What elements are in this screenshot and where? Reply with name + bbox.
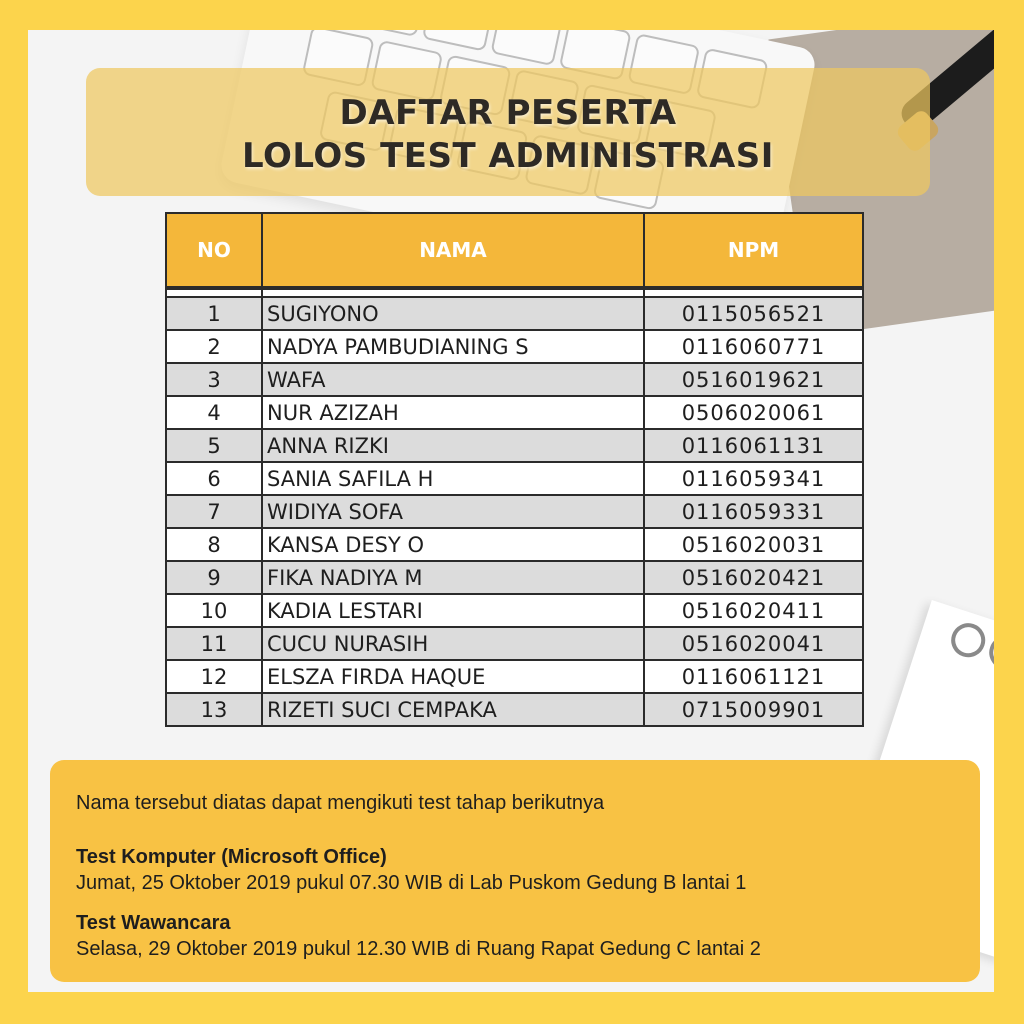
- cell-nama: SUGIYONO: [262, 297, 644, 330]
- cell-nama: KADIA LESTARI: [262, 594, 644, 627]
- cell-no: 4: [166, 396, 262, 429]
- cell-no: 11: [166, 627, 262, 660]
- cell-npm: 0516020041: [644, 627, 863, 660]
- cell-no: 12: [166, 660, 262, 693]
- table-row: [166, 594, 863, 627]
- cell-no: 3: [166, 363, 262, 396]
- cell-npm: 0116061121: [644, 660, 863, 693]
- table-row: [166, 495, 863, 528]
- table-row: [166, 561, 863, 594]
- cell-nama: ELSZA FIRDA HAQUE: [262, 660, 644, 693]
- cell-no: 7: [166, 495, 262, 528]
- cell-npm: 0116060771: [644, 330, 863, 363]
- cell-npm: 0506020061: [644, 396, 863, 429]
- cell-npm: 0116059341: [644, 462, 863, 495]
- participant-table-wrapper: [165, 212, 864, 727]
- cell-npm: 0115056521: [644, 297, 863, 330]
- table-row: [166, 660, 863, 693]
- cell-no: 1: [166, 297, 262, 330]
- table-row: [166, 528, 863, 561]
- header-nama: NAMA: [262, 213, 644, 288]
- info-box: [50, 760, 980, 982]
- cell-nama: WAFA: [262, 363, 644, 396]
- cell-npm: 0116059331: [644, 495, 863, 528]
- cell-npm: 0715009901: [644, 693, 863, 726]
- cell-nama: SANIA SAFILA H: [262, 462, 644, 495]
- table-row: [166, 330, 863, 363]
- cell-no: 10: [166, 594, 262, 627]
- header-npm: NPM: [644, 213, 863, 288]
- title-banner: [86, 68, 930, 196]
- title-line-2: LOLOS TEST ADMINISTRASI: [242, 136, 774, 176]
- info-intro: Nama tersebut diatas dapat mengikuti test tahap berikutnya: [76, 792, 605, 814]
- cell-nama: CUCU NURASIH: [262, 627, 644, 660]
- cell-nama: KANSA DESY O: [262, 528, 644, 561]
- participant-table: [165, 212, 864, 727]
- cell-no: 6: [166, 462, 262, 495]
- cell-npm: 0516020421: [644, 561, 863, 594]
- cell-npm: 0516020031: [644, 528, 863, 561]
- table-row: [166, 363, 863, 396]
- cell-npm: 0516019621: [644, 363, 863, 396]
- cell-npm: 0116061131: [644, 429, 863, 462]
- spacer-row: [166, 288, 863, 297]
- cell-nama: FIKA NADIYA M: [262, 561, 644, 594]
- test2-detail: Selasa, 29 Oktober 2019 pukul 12.30 WIB di Ruang Rapat Gedung C lantai 2: [76, 938, 761, 960]
- cell-npm: 0516020411: [644, 594, 863, 627]
- table-row: [166, 627, 863, 660]
- test1-detail: Jumat, 25 Oktober 2019 pukul 07.30 WIB di Lab Puskom Gedung B lantai 1: [76, 872, 747, 894]
- cell-no: 2: [166, 330, 262, 363]
- cell-no: 13: [166, 693, 262, 726]
- test2-title: Test Wawancara: [76, 912, 231, 934]
- header-no: NO: [166, 213, 262, 288]
- cell-nama: RIZETI SUCI CEMPAKA: [262, 693, 644, 726]
- cell-no: 9: [166, 561, 262, 594]
- cell-nama: WIDIYA SOFA: [262, 495, 644, 528]
- table-row: [166, 429, 863, 462]
- table-row: [166, 693, 863, 726]
- table-row: [166, 396, 863, 429]
- table-header-row: [166, 213, 863, 288]
- cell-nama: NADYA PAMBUDIANING S: [262, 330, 644, 363]
- test1-title: Test Komputer (Microsoft Office): [76, 846, 387, 868]
- table-row: [166, 462, 863, 495]
- title-line-1: DAFTAR PESERTA: [339, 93, 677, 133]
- cell-nama: NUR AZIZAH: [262, 396, 644, 429]
- cell-nama: ANNA RIZKI: [262, 429, 644, 462]
- table-row: [166, 297, 863, 330]
- cell-no: 8: [166, 528, 262, 561]
- cell-no: 5: [166, 429, 262, 462]
